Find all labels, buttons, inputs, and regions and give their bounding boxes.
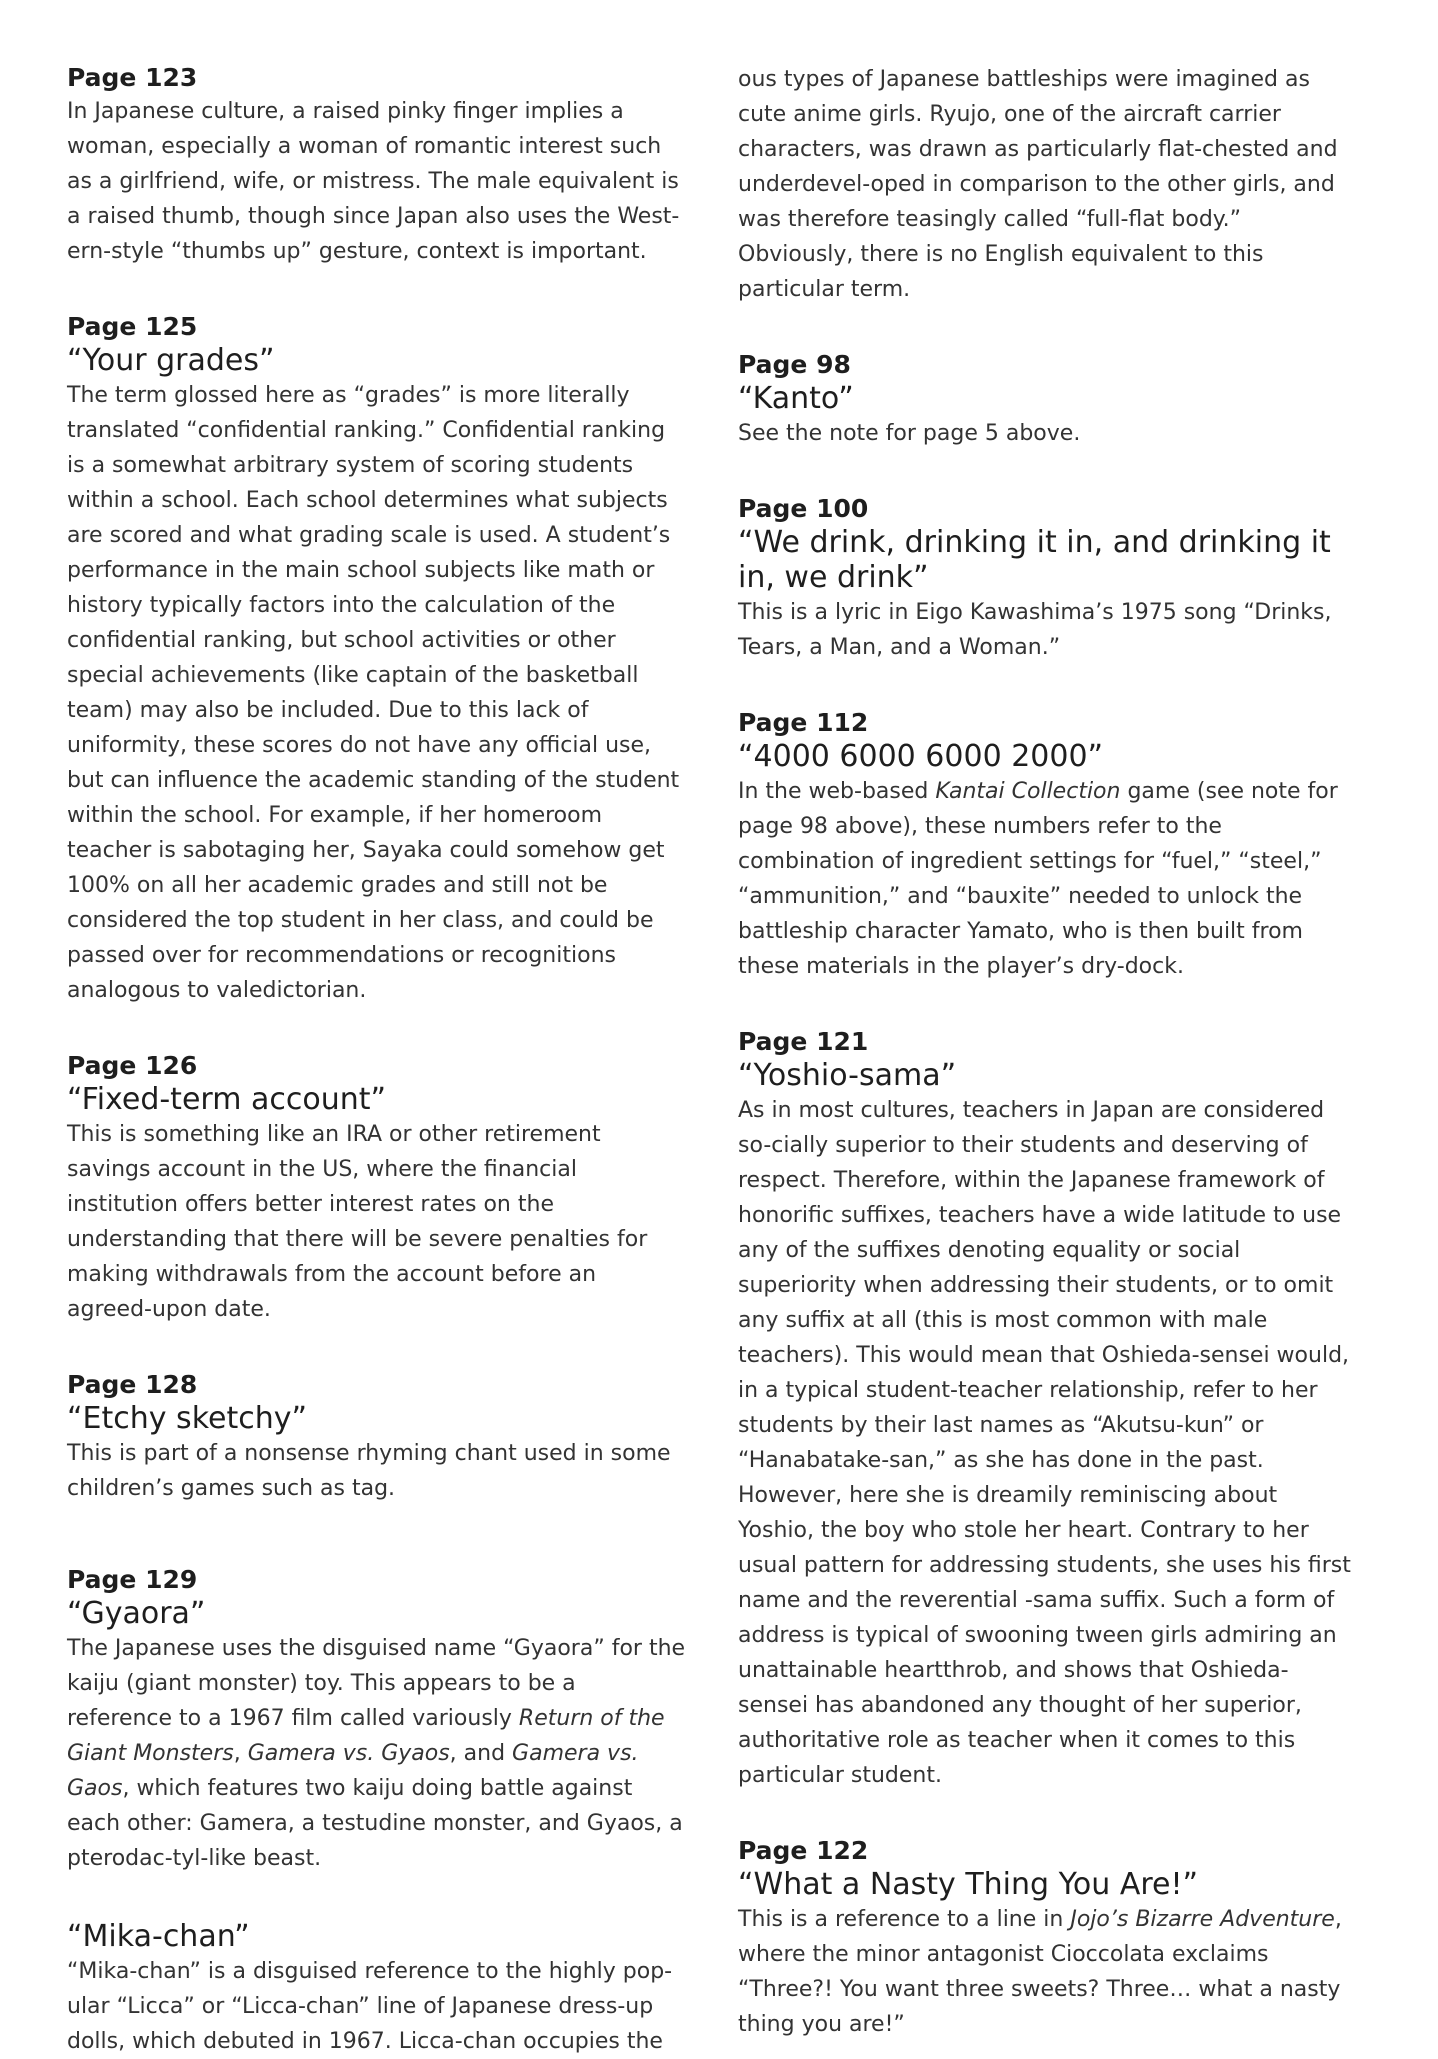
page-label: Page 126 xyxy=(67,1051,198,1080)
body-text: , where the minor antagonist Cioccolata exclaims “Three?! You want three sweets? Three… what a nasty thing you are!” xyxy=(738,1907,1342,2037)
note-mika-chan xyxy=(67,1919,687,2059)
body-text: The Japanese uses the disguised name “Gyaora” for the kaiju (giant monster) toy. This appears to be a reference to a 1967 film called variously xyxy=(67,1636,686,1731)
note-page-121 xyxy=(738,1026,1358,1793)
right-column xyxy=(738,62,1358,2042)
page-label: Page 123 xyxy=(67,63,198,92)
page-label: Page 122 xyxy=(738,1836,869,1865)
page-label: Page 100 xyxy=(738,494,869,523)
page-label: Page 128 xyxy=(67,1370,198,1399)
page-label: Page 121 xyxy=(738,1027,869,1056)
body-text: , and xyxy=(449,1741,513,1766)
note-body: This is something like an IRA or other retirement savings account in the US, where the financial institution offers better interest rates on the understanding that there will be severe penalties for making withdrawals from the account before an agreed-upon date. xyxy=(67,1122,648,1322)
note-body xyxy=(738,1902,1358,2042)
note-page-100 xyxy=(738,493,1358,665)
film-title: Return of the Giant Monsters xyxy=(67,1706,665,1766)
note-title: “What a Nasty Thing You Are!” xyxy=(738,1867,1199,1902)
note-page-125 xyxy=(67,311,687,1008)
note-body: See the note for page 5 above. xyxy=(738,421,1081,446)
note-body: In Japanese culture, a raised pinky finger implies a woman, especially a woman of romantic interest such as a girlfriend, wife, or mistress. The male equivalent is a raised thumb, though since Japan also uses the West-ern-style “thumbs up” gesture, context is important. xyxy=(67,99,680,264)
body-text: , which features two kaiju doing battle against each other: Gamera, a testudine monster, and Gyaos, a pterodac-tyl-like beast. xyxy=(67,1776,683,1871)
note-body xyxy=(67,1631,687,1876)
note-continued xyxy=(738,62,1358,307)
note-body xyxy=(738,774,1358,984)
page-label: Page 129 xyxy=(67,1565,198,1594)
note-body: ous types of Japanese battleships were imagined as cute anime girls. Ryujo, one of the aircraft carrier characters, was drawn as particularly flat-chested and underdevel-oped in comparison to the other girls, and was therefore teasingly called “full-flat body.” Obviously, there is no English equivalent to this particular term. xyxy=(738,67,1338,302)
page-label: Page 125 xyxy=(67,312,198,341)
page-label: Page 98 xyxy=(738,350,851,379)
note-page-129 xyxy=(67,1564,687,1876)
note-title: “We drink, drinking it in, and drinking it in, we drink” xyxy=(738,525,1331,595)
note-page-112 xyxy=(738,707,1358,984)
body-text: This is a reference to a line in xyxy=(738,1907,1071,1932)
note-title: “4000 6000 6000 2000” xyxy=(738,739,1104,774)
body-text: game (see note for page 98 above), these numbers refer to the combination of ingredient settings for “fuel,” “steel,” “ammunition,” and “bauxite” needed to unlock the battleship character Yamato, who is then built from these materials in the player’s dry-dock. xyxy=(738,779,1338,979)
work-title: Jojo’s Bizarre Adventure xyxy=(1070,1907,1335,1932)
game-title: Kantai Collection xyxy=(935,779,1121,804)
note-body: The term glossed here as “grades” is more literally translated “confidential ranking.” Confidential ranking is a somewhat arbitrary system of scoring students within a school. Each school determines what subjects are scored and what grading scale is used. A student’s performance in the main school subjects like math or history typically factors into the calculation of the confidential ranking, but school activities or other special achievements (like captain of the basketball team) may also be included. Due to this lack of uniformity, these scores do not have any official use, but can influence the academic standing of the student within the school. For example, if her homeroom teacher is sabotaging her, Sayaka could somehow get 100% on all her academic grades and still not be considered the top student in her class, and could be passed over for recommendations or recognitions analogous to valedictorian. xyxy=(67,383,680,1003)
note-title: “Kanto” xyxy=(738,381,854,416)
note-body: This is part of a nonsense rhyming chant used in some children’s games such as tag. xyxy=(67,1441,671,1501)
page-label: Page 112 xyxy=(738,708,869,737)
note-page-98 xyxy=(738,349,1358,451)
note-title: “Etchy sketchy” xyxy=(67,1401,308,1436)
film-title: Gamera vs. Gyaos xyxy=(247,1741,450,1766)
note-title: “Yoshio-sama” xyxy=(738,1058,957,1093)
note-title: “Gyaora” xyxy=(67,1596,206,1631)
note-body: This is a lyric in Eigo Kawashima’s 1975 song “Drinks, Tears, a Man, and a Woman.” xyxy=(738,600,1332,660)
film-title: Gamera vs. Gaos xyxy=(67,1741,639,1801)
note-page-126 xyxy=(67,1050,687,1327)
body-text: In the web-based xyxy=(738,779,936,804)
note-body: “Mika-chan” is a disguised reference to the highly pop-ular “Licca” or “Licca-chan” line of Japanese dress-up dolls, which debuted in 1967. Licca-chan occupies the xyxy=(67,1959,673,2054)
body-text: , xyxy=(233,1741,248,1766)
note-title: “Mika-chan” xyxy=(67,1919,250,1954)
note-page-128 xyxy=(67,1369,687,1506)
note-title: “Fixed-term account” xyxy=(67,1082,387,1117)
note-body: As in most cultures, teachers in Japan are considered so-cially superior to their students and deserving of respect. Therefore, within the Japanese framework of honorific suffixes, teachers have a wide latitude to use any of the suffixes denoting equality or social superiority when addressing their students, or to omit any suffix at all (this is most common with male teachers). This would mean that Oshieda-sensei would, in a typical student-teacher relationship, refer to her students by their last names as “Akutsu-kun” or “Hanabatake-san,” as she has done in the past. However, here she is dreamily reminiscing about Yoshio, the boy who stole her heart. Contrary to her usual pattern for addressing students, she uses his first name and the reverential -sama suffix. Such a form of address is typical of swooning tween girls admiring an unattainable heartthrob, and shows that Oshieda-sensei has abandoned any thought of her superior, authoritative role as teacher when it comes to this particular student. xyxy=(738,1098,1351,1788)
note-page-122 xyxy=(738,1835,1358,2042)
left-column xyxy=(67,62,687,2059)
note-title: “Your grades” xyxy=(67,343,275,378)
note-page-123 xyxy=(67,62,687,269)
